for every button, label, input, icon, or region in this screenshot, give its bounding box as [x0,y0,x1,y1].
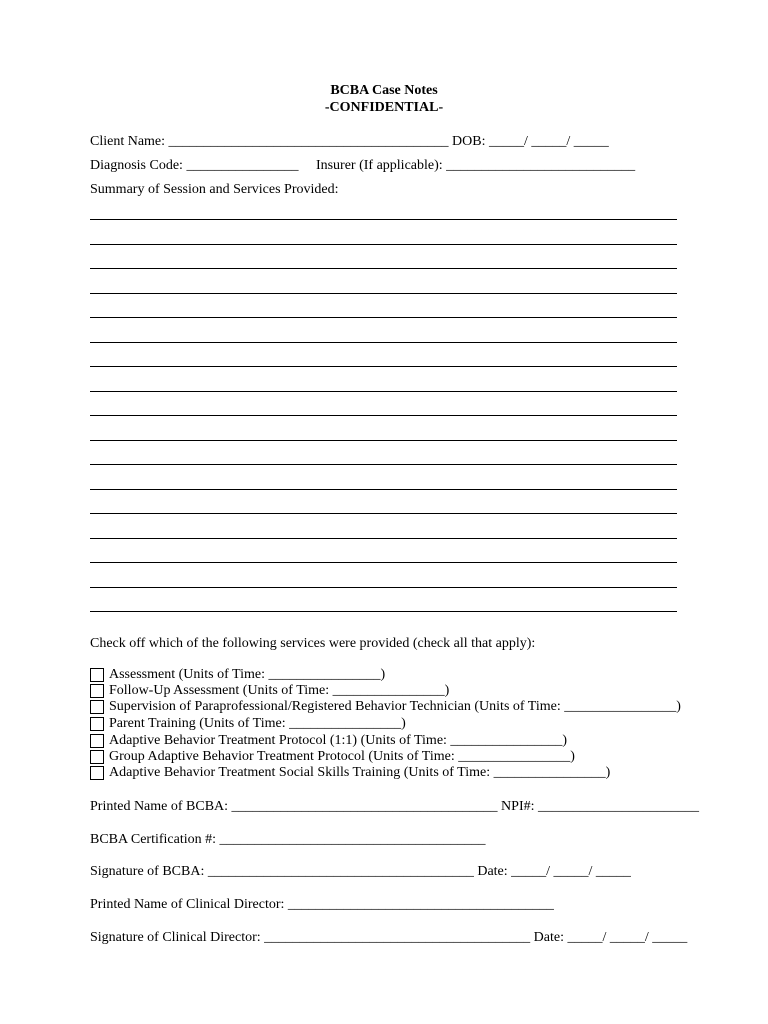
signature-bcba-field[interactable]: Signature of BCBA: ______________________________________ Date: _____/ _____/ _____ [90,864,631,879]
service-label: Group Adaptive Behavior Treatment Protocol (Units of Time: ________________) [109,749,575,764]
summary-blank-line[interactable] [90,489,677,490]
summary-blank-line[interactable] [90,464,677,465]
service-label: Adaptive Behavior Treatment Protocol (1:1) (Units of Time: ________________) [109,733,568,748]
summary-blank-line[interactable] [90,440,677,441]
summary-blank-line[interactable] [90,293,677,294]
service-item-follow-up-assessment[interactable] [90,683,449,699]
summary-blank-line[interactable] [90,366,677,367]
services-instruction: Check off which of the following services were provided (check all that apply): [90,636,536,651]
service-item-supervision[interactable] [90,699,681,715]
summary-blank-line[interactable] [90,268,677,269]
summary-blank-line[interactable] [90,219,677,220]
summary-blank-line[interactable] [90,342,677,343]
summary-blank-line[interactable] [90,415,677,416]
service-item-adaptive-protocol[interactable] [90,733,567,749]
service-checkbox[interactable] [90,717,104,731]
summary-blank-line[interactable] [90,244,677,245]
printed-name-director-field[interactable]: Printed Name of Clinical Director: ______________________________________ [90,897,554,912]
service-checkbox[interactable] [90,668,104,682]
form-title: BCBA Case Notes [330,83,438,98]
service-item-social-skills-training[interactable] [90,765,610,781]
summary-blank-line[interactable] [90,611,677,612]
service-checkbox[interactable] [90,684,104,698]
summary-blank-line[interactable] [90,317,677,318]
service-label: Follow-Up Assessment (Units of Time: ________________) [109,683,450,698]
service-label: Assessment (Units of Time: ________________) [109,667,386,682]
service-label: Parent Training (Units of Time: ________________) [109,716,406,731]
printed-name-bcba-field[interactable]: Printed Name of BCBA: ______________________________________ NPI#: _______________________ [90,799,699,814]
summary-blank-line[interactable] [90,391,677,392]
service-checkbox[interactable] [90,734,104,748]
bcba-certification-field[interactable]: BCBA Certification #: ______________________________________ [90,832,486,847]
summary-blank-line[interactable] [90,562,677,563]
signature-director-field[interactable]: Signature of Clinical Director: ______________________________________ Date: _____/ _____/ _____ [90,930,688,945]
summary-blank-line[interactable] [90,513,677,514]
service-item-group-adaptive-protocol[interactable] [90,749,575,765]
service-label: Adaptive Behavior Treatment Social Skills Training (Units of Time: ________________) [109,765,611,780]
service-checkbox[interactable] [90,766,104,780]
diagnosis-insurer-field[interactable]: Diagnosis Code: ________________ Insurer (If applicable): ___________________________ [90,158,636,173]
client-name-dob-field[interactable]: Client Name: ________________________________________ DOB: _____/ _____/ _____ [90,134,609,149]
confidential-label: -CONFIDENTIAL- [324,100,444,115]
service-checkbox[interactable] [90,700,104,714]
summary-blank-line[interactable] [90,538,677,539]
service-checkbox[interactable] [90,750,104,764]
service-label: Supervision of Paraprofessional/Registered Behavior Technician (Units of Time: ________________) [109,699,681,714]
service-item-assessment[interactable] [90,667,385,683]
summary-blank-line[interactable] [90,587,677,588]
summary-label: Summary of Session and Services Provided: [90,182,339,197]
service-item-parent-training[interactable] [90,716,406,732]
